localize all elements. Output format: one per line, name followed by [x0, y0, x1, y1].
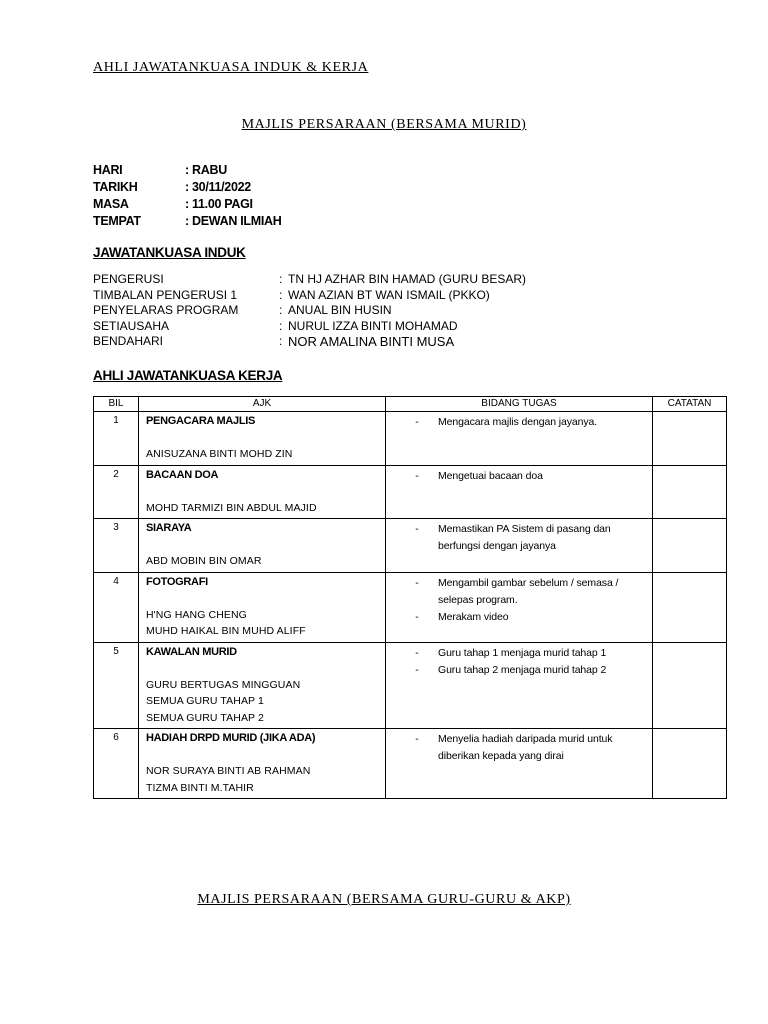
- task-text: Mengambil gambar sebelum / semasa / selepas program.: [438, 576, 619, 606]
- task-dash: -: [415, 733, 419, 745]
- row-ajk: [139, 729, 386, 799]
- member-name: MOHD TARMIZI BIN ABDUL MAJID: [146, 501, 317, 514]
- induk-heading: JAWATANKUASA INDUK: [93, 245, 246, 260]
- task-dash: -: [415, 469, 419, 482]
- table-header-row: [94, 397, 727, 412]
- member-name: GURU BERTUGAS MINGGUAN: [146, 678, 301, 691]
- task-dash: -: [415, 523, 419, 535]
- task-text: Memastikan PA Sistem di pasang dan berfungsi dengan jayanya: [438, 523, 611, 552]
- row-catatan: [653, 572, 727, 642]
- row-ajk: [139, 642, 386, 729]
- induk-colon: :: [279, 334, 283, 349]
- row-catatan: [653, 519, 727, 573]
- row-catatan: [653, 465, 727, 519]
- row-ajk: [139, 412, 386, 466]
- row-catatan: [653, 642, 727, 729]
- ajk-title: HADIAH DRPD MURID (JIKA ADA): [146, 732, 316, 744]
- induk-role: PENYELARAS PROGRAM: [93, 303, 239, 318]
- row-tugas: [386, 519, 653, 573]
- row-tugas: [386, 412, 653, 466]
- task-item: [386, 662, 652, 679]
- row-bil: 5: [94, 642, 139, 729]
- event-label: TEMPAT: [93, 214, 141, 228]
- induk-name: NURUL IZZA BINTI MOHAMAD: [288, 318, 458, 333]
- ajk-title: PENGACARA MAJLIS: [146, 415, 256, 427]
- task-text: Mengetuai bacaan doa: [438, 469, 543, 482]
- task-item: [386, 609, 652, 626]
- member-name: ABD MOBIN BIN OMAR: [146, 555, 262, 567]
- table-row: [94, 572, 727, 642]
- row-bil: 2: [94, 465, 139, 519]
- task-dash: -: [415, 663, 419, 676]
- row-bil: 6: [94, 729, 139, 799]
- member-name: SEMUA GURU TAHAP 1: [146, 695, 264, 707]
- task-dash: -: [415, 610, 419, 623]
- header-tugas: BIDANG TUGAS: [386, 397, 653, 412]
- induk-colon: :: [279, 303, 283, 318]
- event-value: : DEWAN ILMIAH: [185, 214, 282, 228]
- task-item: [386, 731, 652, 765]
- task-dash: -: [415, 576, 419, 589]
- event-label: MASA: [93, 197, 129, 211]
- event-label: TARIKH: [93, 180, 138, 194]
- task-item: [386, 414, 652, 431]
- member-name: NOR SURAYA BINTI AB RAHMAN: [146, 765, 311, 777]
- task-item: [386, 645, 652, 662]
- row-tugas: [386, 729, 653, 799]
- induk-name: ANUAL BIN HUSIN: [288, 303, 392, 318]
- induk-role: SETIAUSAHA: [93, 318, 170, 333]
- row-catatan: [653, 412, 727, 466]
- table-row: [94, 519, 727, 573]
- task-item: [386, 521, 652, 555]
- event-label: HARI: [93, 163, 123, 177]
- section-title-murid: MAJLIS PERSARAAN (BERSAMA MURID): [241, 117, 527, 132]
- event-value: : 11.00 PAGI: [185, 197, 253, 211]
- kerja-heading: AHLI JAWATANKUASA KERJA: [93, 368, 283, 383]
- induk-row: [93, 319, 526, 335]
- header-catatan: CATATAN: [653, 397, 727, 412]
- member-name: H'NG HANG CHENG: [146, 608, 247, 621]
- event-info: [93, 162, 281, 230]
- induk-colon: :: [279, 318, 283, 333]
- ajk-table: [93, 396, 727, 799]
- row-catatan: [653, 729, 727, 799]
- task-text: Merakam video: [438, 610, 509, 623]
- task-item: [386, 468, 652, 485]
- ajk-title: BACAAN DOA: [146, 468, 219, 481]
- induk-row: [93, 334, 526, 350]
- row-tugas: [386, 642, 653, 729]
- document-title: AHLI JAWATANKUASA INDUK & KERJA: [93, 60, 369, 75]
- row-bil: 4: [94, 572, 139, 642]
- ajk-title: SIARAYA: [146, 522, 192, 534]
- induk-role: PENGERUSI: [93, 272, 164, 286]
- header-ajk: AJK: [139, 397, 386, 412]
- task-dash: -: [415, 416, 419, 428]
- induk-name: WAN AZIAN BT WAN ISMAIL (PKKO): [288, 287, 490, 302]
- table-row: [94, 465, 727, 519]
- header-bil: BIL: [94, 397, 139, 412]
- row-tugas: [386, 572, 653, 642]
- event-row-tarikh: [93, 179, 281, 196]
- member-name: TIZMA BINTI M.TAHIR: [146, 781, 254, 794]
- event-value: : RABU: [185, 163, 227, 177]
- table-row: [94, 729, 727, 799]
- table-row: [94, 642, 727, 729]
- section-title-guru: MAJLIS PERSARAAN (BERSAMA GURU-GURU & AKP): [197, 892, 571, 907]
- induk-row: [93, 272, 526, 288]
- row-tugas: [386, 465, 653, 519]
- event-row-masa: [93, 196, 281, 213]
- ajk-title: KAWALAN MURID: [146, 645, 237, 658]
- event-value: : 30/11/2022: [185, 180, 251, 194]
- member-name: MUHD HAIKAL BIN MUHD ALIFF: [146, 625, 306, 637]
- ajk-title: FOTOGRAFI: [146, 575, 208, 588]
- member-name: ANISUZANA BINTI MOHD ZIN: [146, 448, 293, 460]
- task-item: [386, 575, 652, 609]
- task-dash: -: [415, 646, 419, 659]
- task-text: Guru tahap 1 menjaga murid tahap 1: [438, 646, 607, 659]
- row-bil: 3: [94, 519, 139, 573]
- member-name: SEMUA GURU TAHAP 2: [146, 711, 264, 724]
- induk-row: [93, 303, 526, 319]
- induk-colon: :: [279, 287, 283, 302]
- induk-list: [93, 272, 526, 350]
- induk-row: [93, 288, 526, 304]
- induk-colon: :: [279, 272, 283, 286]
- event-row-tempat: [93, 213, 281, 230]
- table-row: [94, 412, 727, 466]
- induk-role: BENDAHARI: [93, 334, 164, 349]
- induk-name: NOR AMALINA BINTI MUSA: [288, 334, 455, 350]
- row-bil: 1: [94, 412, 139, 466]
- task-text: Mengacara majlis dengan jayanya.: [438, 416, 598, 428]
- task-text: Menyelia hadiah daripada murid untuk diberikan kepada yang dirai: [438, 733, 613, 762]
- task-text: Guru tahap 2 menjaga murid tahap 2: [438, 663, 607, 676]
- induk-name: TN HJ AZHAR BIN HAMAD (GURU BESAR): [288, 272, 527, 286]
- induk-role: TIMBALAN PENGERUSI 1: [93, 287, 238, 302]
- row-ajk: [139, 572, 386, 642]
- row-ajk: [139, 519, 386, 573]
- event-row-hari: [93, 162, 281, 179]
- row-ajk: [139, 465, 386, 519]
